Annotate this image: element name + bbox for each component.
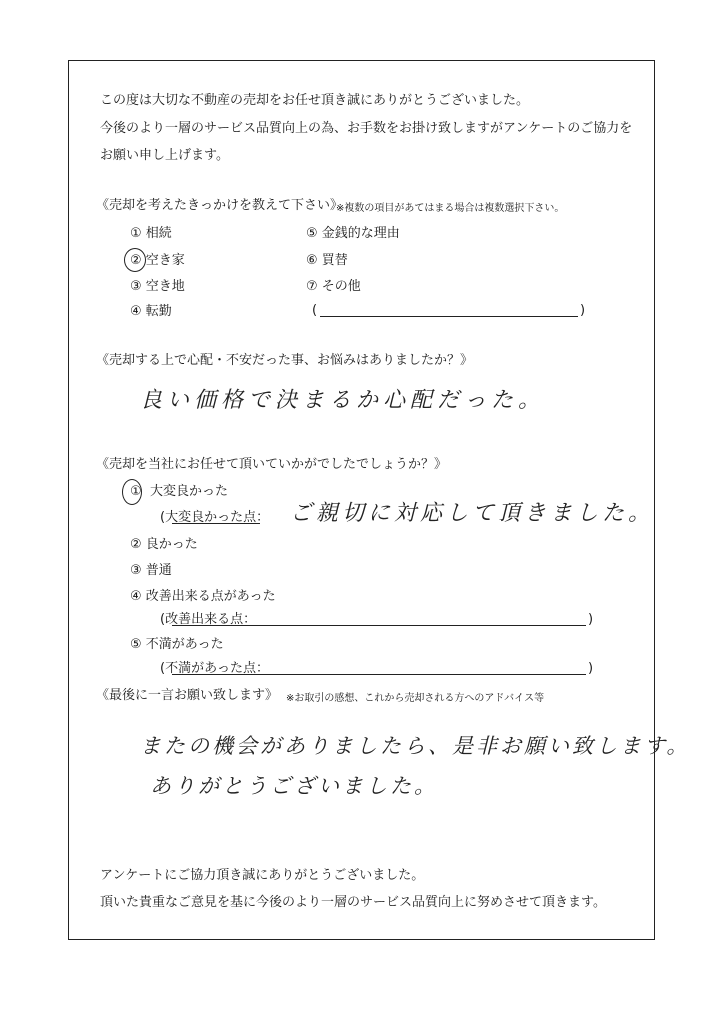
q1-option-4[interactable]: ④ 転勤 [130, 304, 172, 319]
q3-option-4-sub: (改善出来る点： [160, 612, 257, 627]
q1-other-close: ) [580, 303, 586, 318]
q1-option-3[interactable]: ③ 空き地 [130, 279, 185, 294]
q3-option-5-close: ) [588, 661, 594, 676]
q4-handwritten-line-1: またの機会がありましたら、是非お願い致します。 [140, 734, 691, 758]
q1-other-line[interactable] [320, 316, 578, 317]
q1-other-open: ( [312, 303, 318, 318]
q3-option-1-sub: (大変良かった点： [160, 510, 270, 525]
q1-option-7[interactable]: ⑦ その他 [306, 279, 361, 294]
q3-option-1-underline [172, 523, 260, 524]
q1-option-6[interactable]: ⑥ 買替 [306, 253, 348, 268]
q3-option-1-num[interactable]: ① [130, 484, 142, 499]
q3-option-5-sub: (不満があった点： [160, 661, 269, 676]
q3-option-1[interactable]: 大変良かった [150, 484, 229, 499]
q4-handwritten-line-2: ありがとうございました。 [150, 774, 438, 798]
q4-note: ※お取引の感想、これから売却される方へのアドバイス等 [286, 693, 545, 704]
q4-title: 《最後に一言お願い致します》 [96, 688, 279, 703]
q3-option-4[interactable]: ④ 改善出来る点があった [130, 589, 276, 604]
q1-option-2[interactable]: ② 空き家 [130, 253, 185, 268]
q3-handwritten-answer: ご親切に対応して頂きました。 [290, 501, 655, 526]
outro-line-2: 頂いた貴重なご意見を基に今後のより一層のサービス品質向上に努めさせて頂きます。 [100, 895, 606, 910]
q2-handwritten-answer: 良い価格で決まるか心配だった。 [140, 388, 546, 413]
q3-option-4-close: ) [588, 612, 594, 627]
intro-line-1: この度は大切な不動産の売却をお任せ頂き誠にありがとうございました。 [100, 93, 530, 108]
q2-title: 《売却する上で心配・不安だった事、お悩みはありましたか？》 [96, 353, 474, 368]
q1-option-1[interactable]: ① 相続 [130, 226, 172, 241]
q1-option-5[interactable]: ⑤ 金銭的な理由 [306, 226, 400, 241]
selection-circle [122, 479, 142, 505]
intro-line-3: お願い申し上げます。 [100, 148, 229, 163]
q1-note: ※複数の項目があてはまる場合は複数選択下さい。 [336, 203, 565, 214]
intro-line-2: 今後のより一層のサービス品質向上の為、お手数をお掛け致しますがアンケートのご協力を [100, 121, 633, 136]
q3-option-3[interactable]: ③ 普通 [130, 563, 172, 578]
q3-option-2[interactable]: ② 良かった [130, 537, 198, 552]
q3-title: 《売却を当社にお任せて頂いていかがでしたでしょうか？》 [96, 457, 448, 472]
selection-circle [124, 248, 146, 272]
q1-title: 《売却を考えたきっかけを教えて下さい》 [96, 198, 344, 213]
q3-option-5[interactable]: ⑤ 不満があった [130, 637, 224, 652]
q3-option-5-line[interactable] [172, 674, 586, 675]
outro-line-1: アンケートにご協力頂き誠にありがとうございました。 [100, 868, 425, 883]
q3-option-4-line[interactable] [172, 625, 586, 626]
